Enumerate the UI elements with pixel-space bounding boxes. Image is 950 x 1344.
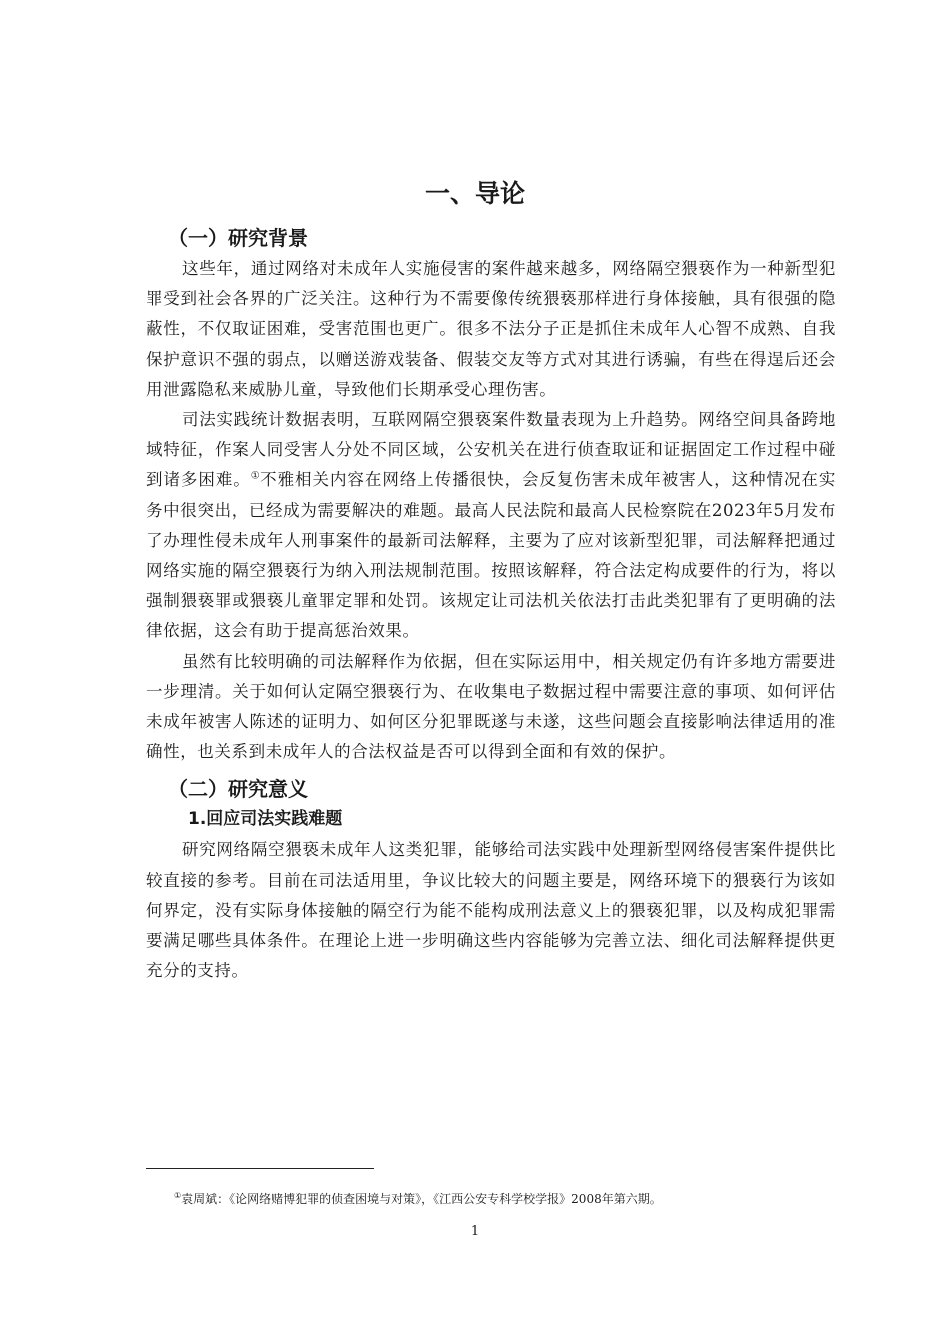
subsection-heading: 1.回应司法实践难题 [188,809,343,830]
footnote-mark: ① [174,1191,182,1200]
footnote-text: 袁周斌：《论网络赌博犯罪的侦查困境与对策》，《江西公安专科学校学报》2008年第六期。 [181,1192,662,1206]
footnote [174,1190,662,1208]
footnote-separator [146,1168,374,1169]
paragraph: 虽然有比较明确的司法解释作为依据，但在实际运用中，相关规定仍有许多地方需要进一步理清。关于如何认定隔空猥亵行为、在收集电子数据过程中需要注意的事项、如何评估未成年被害人陈述的证明力、如何区分犯罪既遂与未遂，这些问题会直接影响法律适用的准确性，也关系到未成年人的合法权益是否可以得到全面和有效的保护。 [146,651,836,762]
body-text [146,224,836,986]
section-heading-background: （一）研究背景 [168,226,308,250]
chapter-title: 一、导论 [424,179,525,208]
paragraph-with-footnote [146,405,836,647]
footnote-reference[interactable]: ① [250,470,261,482]
page-number: 1 [470,1224,480,1239]
paragraph: 这些年，通过网络对未成年人实施侵害的案件越来越多，网络隔空猥亵作为一种新型犯罪受到社会各界的广泛关注。这种行为不需要像传统猥亵那样进行身体接触，具有很强的隐蔽性，不仅取证困难，受害范围也更广。很多不法分子正是抓住未成年人心智不成熟、自我保护意识不强的弱点，以赠送游戏装备、假装交友等方式对其进行诱骗，有些在得逞后还会用泄露隐私来威胁儿童，导致他们长期承受心理伤害。 [146,259,836,399]
paragraph-text: 不雅相关内容在网络上传播很快，会反复伤害未成年被害人，这种情况在实务中很突出，已经成为需要解决的难题。最高人民法院和最高人民检察院在2023年5月发布了办理性侵未成年人刑事案件的最新司法解释，主要为了应对该新型犯罪，司法解释把通过网络实施的隔空猥亵行为纳入刑法规制范围。按照该解释，符合法定构成要件的行为，将以强制猥亵罪或猥亵儿童罪定罪和处罚。该规定让司法机关依法打击此类犯罪有了更明确的法律依据，这会有助于提高惩治效果。 [146,470,836,641]
paragraph-text: 司法实践统计数据表明，互联网隔空猥亵案件数量表现为上升趋势。网络空间具备跨地域特征，作案人同受害人分处不同区域，公安机关在进行侦查取证和证据固定工作过程中碰到诸多困难。 [146,410,836,490]
paragraph: 研究网络隔空猥亵未成年人这类犯罪，能够给司法实践中处理新型网络侵害案件提供比较直接的参考。目前在司法适用里，争议比较大的问题主要是，网络环境下的猥亵行为该如何界定，没有实际身体接触的隔空行为能不能构成刑法意义上的猥亵犯罪，以及构成犯罪需要满足哪些具体条件。在理论上进一步明确这些内容能够为完善立法、细化司法解释提供更充分的支持。 [146,840,836,981]
section-heading-significance: （二）研究意义 [168,777,308,802]
